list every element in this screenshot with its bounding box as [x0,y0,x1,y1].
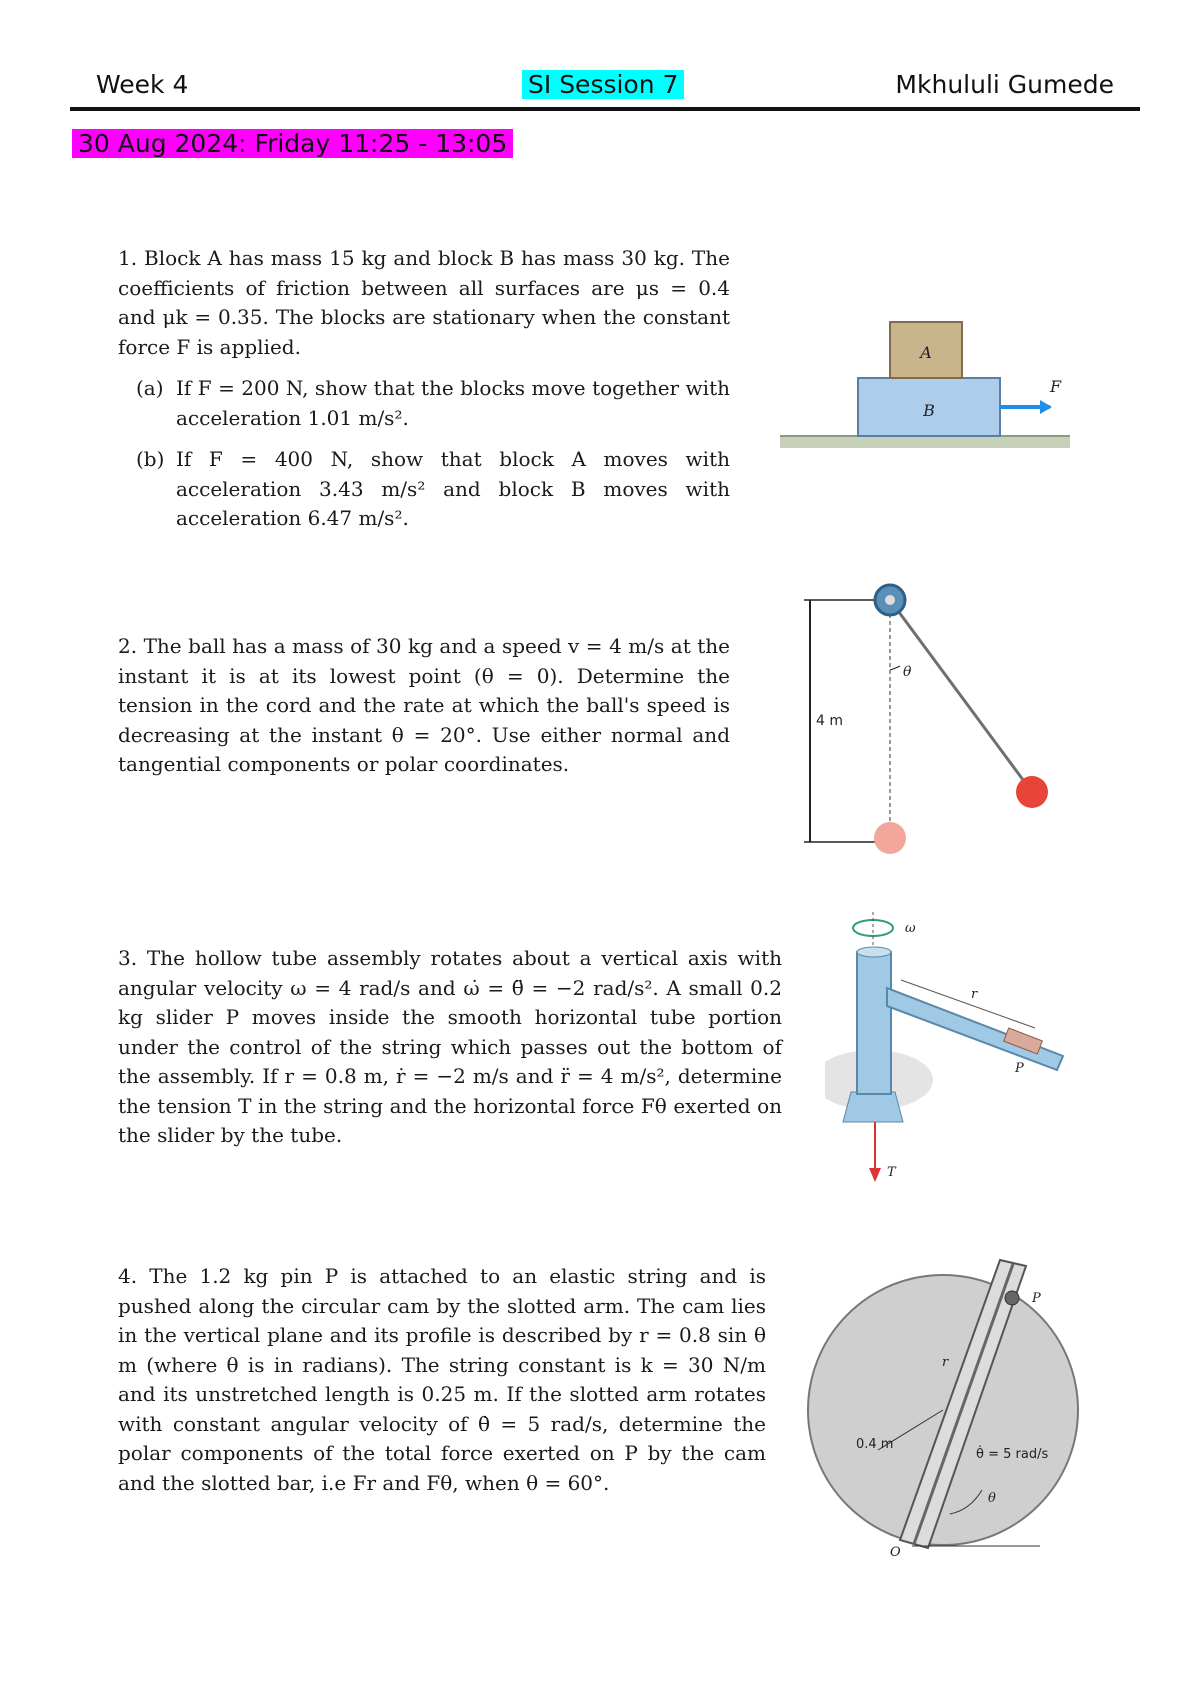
vertical-tube [857,952,891,1094]
part-label: (b) [136,447,165,471]
question-3 [118,944,782,1151]
p-label: P [1015,1061,1024,1076]
header-week: Week 4 [96,70,189,99]
part-text: If F = 400 N, show that block A moves with acceleration 3.43 m/s² and block B moves with acceleration 6.47 m/s². [176,447,730,530]
question-1-part-b [136,445,730,534]
header-session: SI Session 7 [522,70,684,99]
tension-label: T [887,1165,896,1180]
question-1-part-a [136,374,730,433]
question-3-text: 3. The hollow tube assembly rotates about a vertical axis with angular velocity ω = 4 rad/s and ω̇ = θ̈ = −2 rad/s². A small 0.2 kg slider P moves inside the smooth horizontal tube portion under the control of the string which passes out the bottom of the assembly. If r = 0.8 m, ṙ = −2 m/s and r̈ = 4 m/s², determine the tension T in the string and the horizontal force Fθ exerted on the slider by the tube. [118,946,782,1147]
question-1 [118,244,730,534]
question-2 [118,632,730,780]
session-date: 30 Aug 2024: Friday 11:25 - 13:05 [72,129,513,158]
ground [780,436,1070,448]
block-b-label: B [923,401,935,420]
pin-p-label: P [1032,1291,1041,1306]
header-rule [70,107,1140,111]
question-4-text: 4. The 1.2 kg pin P is attached to an elastic string and is pushed along the circular cam by the slotted arm. The cam lies in the vertical plane and its profile is described by r = 0.8 sin θ m (where θ is in radians). The string constant is k = 30 N/m and its unstretched length is 0.25 m. If the slotted arm rotates with constant angular velocity of θ̇ = 5 rad/s, determine the polar components of the total force exerted on P by the cam and the slotted bar, i.e Fr and Fθ, when θ = 60°. [118,1264,766,1495]
cord-length-label: 4 m [816,713,843,729]
figure-pendulum [800,580,1090,860]
figure-cam [800,1250,1100,1560]
theta-label: θ [988,1491,996,1506]
rate-label: θ̇ = 5 rad/s [976,1447,1049,1462]
part-label: (a) [136,376,164,400]
r-label: r [971,987,978,1002]
r-label: r [942,1355,949,1370]
radius-label: 0.4 m [856,1437,894,1452]
question-2-text: 2. The ball has a mass of 30 kg and a speed v = 4 m/s at the instant it is at its lowest point (θ = 0). Determine the tension in the cord and the rate at which the ball's speed is decreasing at the instant θ = 20°. Use either normal and tangential components or polar coordinates. [118,634,730,776]
question-1-text: 1. Block A has mass 15 kg and block B has mass 30 kg. The coefficients of friction between all surfaces are μs = 0.4 and μk = 0.35. The blocks are stationary when the constant force F is applied. [118,246,730,359]
ball [1016,776,1048,808]
header-author: Mkhululi Gumede [895,70,1114,99]
ball-ghost [874,822,906,854]
part-text: If F = 200 N, show that the blocks move together with acceleration 1.01 m/s². [176,376,730,430]
force-label: F [1050,377,1062,396]
origin-label: O [890,1545,901,1560]
figure-tube-assembly [825,910,1080,1210]
omega-label: ω [905,921,916,936]
theta-label: θ [903,664,912,680]
question-4 [118,1262,766,1498]
block-a-label: A [920,343,932,362]
pin-p [1005,1291,1019,1305]
figure-blocks [780,310,1080,460]
